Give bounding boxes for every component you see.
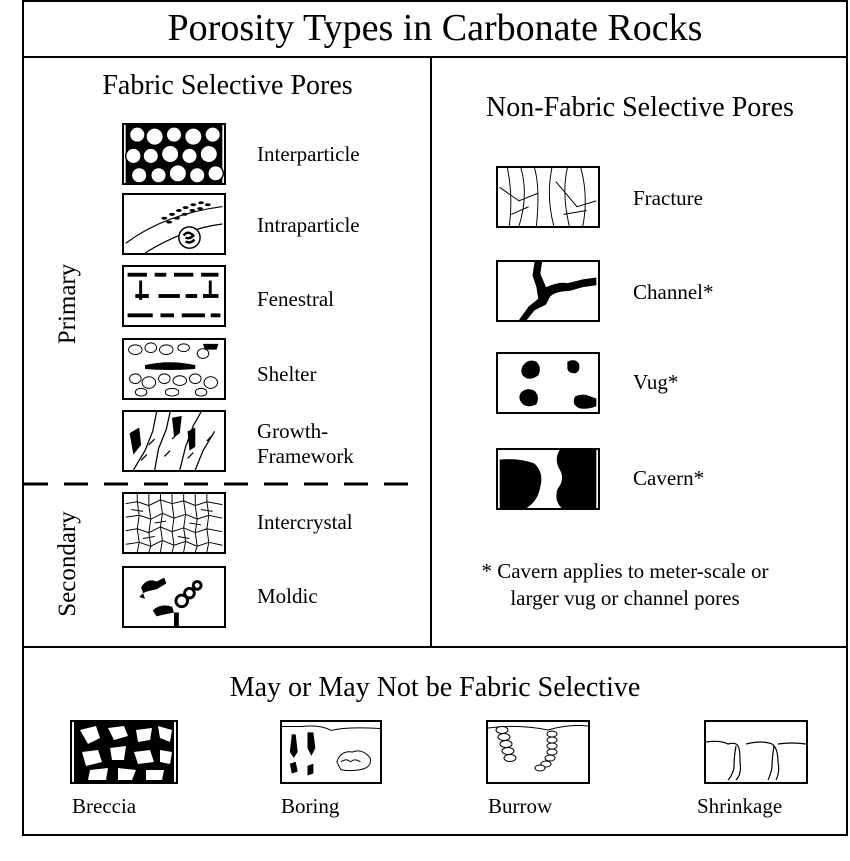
fracture-thumbnail (496, 166, 600, 228)
secondary-label: Secondary (54, 511, 81, 617)
burrow-label: Burrow (488, 794, 553, 818)
boring-thumbnail (280, 720, 382, 784)
cavern-footnote-line2: larger vug or channel pores (510, 586, 740, 610)
shrinkage-label: Shrinkage (697, 794, 783, 818)
growth-framework-label-line2: Framework (257, 444, 354, 468)
moldic-label: Moldic (257, 584, 318, 608)
diagram-title: Porosity Types in Carbonate Rocks (167, 7, 703, 49)
vug-thumbnail (496, 352, 600, 414)
growth-framework-label-line1: Growth- (257, 419, 329, 443)
breccia-label: Breccia (72, 794, 137, 818)
channel-thumbnail (496, 260, 600, 322)
non-fabric-selective-heading: Non-Fabric Selective Pores (486, 92, 794, 123)
shrinkage-thumbnail (704, 720, 808, 784)
moldic-thumbnail (122, 566, 226, 628)
shelter-label: Shelter (257, 362, 317, 386)
fracture-label: Fracture (633, 186, 703, 210)
growth-framework-thumbnail (122, 410, 226, 472)
fenestral-label: Fenestral (257, 287, 334, 311)
channel-label: Channel* (633, 280, 714, 304)
burrow-thumbnail (486, 720, 590, 784)
fabric-selective-panel (22, 56, 432, 648)
intercrystal-label: Intercrystal (257, 510, 353, 534)
intraparticle-label: Intraparticle (257, 213, 360, 237)
cavern-footnote-line1: * Cavern applies to meter-scale or (481, 559, 769, 583)
either-heading: May or May Not be Fabric Selective (229, 672, 641, 703)
breccia-thumbnail (70, 720, 178, 784)
interparticle-thumbnail (122, 123, 226, 185)
vug-label: Vug* (633, 370, 679, 394)
interparticle-label: Interparticle (257, 142, 360, 166)
boring-label: Boring (281, 794, 340, 818)
intraparticle-thumbnail (122, 193, 226, 255)
primary-secondary-divider (24, 480, 416, 488)
fenestral-thumbnail (122, 265, 226, 327)
cavern-thumbnail (496, 448, 600, 510)
primary-label: Primary (54, 263, 81, 345)
shelter-thumbnail (122, 338, 226, 400)
intercrystal-thumbnail (122, 492, 226, 554)
cavern-label: Cavern* (633, 466, 705, 490)
fabric-selective-heading: Fabric Selective Pores (102, 70, 353, 101)
